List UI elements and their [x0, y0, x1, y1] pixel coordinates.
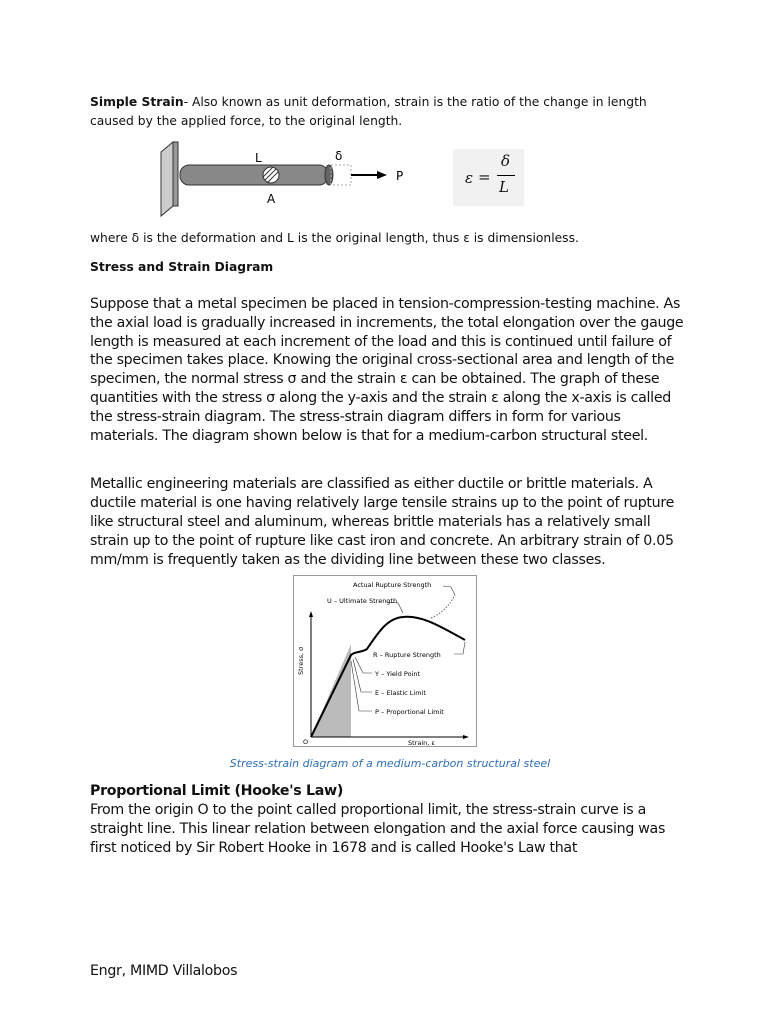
stress-strain-paragraph-2: Metallic engineering materials are classified as either ductile or brittle materials. A ductile material is one having relatively large tensile strains up to the point of rupture like structural steel and aluminum, whereas brittle materials has a relatively small strain up to the point of rupture like cast iron and concrete. An arbitrary strain of 0.05 mm/mm is frequently taken as the dividing line between these two classes. — [90, 476, 674, 568]
label-yield: Y – Yield Point — [375, 670, 421, 679]
label-area: A — [267, 192, 276, 206]
stress-strain-heading: Stress and Strain Diagram — [90, 260, 274, 274]
label-proportional: P – Proportional Limit — [375, 708, 444, 717]
label-deformation: δ — [335, 149, 343, 163]
proportional-limit-text: From the origin O to the point called proportional limit, the stress-strain curve is a straight line. This linear relation between elongation and the axial force causing was first noticed by Sir Robert Hooke in 1678 and is called Hooke's Law that — [90, 802, 666, 856]
formula-numerator: δ — [501, 152, 511, 170]
x-axis-label: Strain, ε — [408, 739, 435, 748]
strain-formula — [453, 149, 524, 206]
footer-author: Engr, MIMD Villalobos — [90, 963, 238, 979]
simple-strain-term: Simple Strain — [90, 95, 184, 109]
formula-epsilon: ε — [465, 169, 474, 187]
proportional-limit-heading: Proportional Limit (Hooke's Law) — [90, 783, 344, 800]
y-axis-label: Stress, σ — [297, 647, 305, 676]
simple-strain-paragraph — [90, 93, 680, 131]
label-length: L — [255, 151, 262, 165]
figure-caption: Stress-strain diagram of a medium-carbon structural steel — [229, 757, 551, 771]
label-origin: O — [303, 738, 309, 747]
main-flow — [90, 295, 690, 858]
diagram-container — [90, 575, 690, 747]
label-ultimate: U – Ultimate Strength — [327, 597, 398, 606]
simple-strain-definition: - Also known as unit deformation, strain is the ratio of the change in length caused by the applied force, to the original length. — [90, 95, 647, 128]
label-rupture: R – Rupture Strength — [373, 651, 441, 660]
formula-denominator: L — [499, 178, 509, 196]
fraction-bar — [497, 175, 515, 176]
strain-note: where δ is the deformation and L is the original length, thus ε is dimensionless. — [90, 231, 579, 245]
label-force: P — [396, 169, 404, 183]
bar-deformation-figure — [155, 138, 410, 218]
stress-strain-paragraph-1: Suppose that a metal specimen be placed in tension-compression-testing machine. As the axial load is gradually increased in increments, the total elongation over the gauge length is measured at each increment of the load and this is continued until failure of the specimen takes place. Knowing the original cross-sectional area and length of the specimen, the normal stress σ and the strain ε can be obtained. The graph of these quantities with the stress σ along the y-axis and the strain ε along the x-axis is called the stress-strain diagram. The stress-strain diagram differs in form for various materials. The diagram shown below is that for a medium-carbon structural steel. — [90, 296, 684, 444]
stress-strain-diagram — [293, 575, 477, 747]
label-elastic: E – Elastic Limit — [375, 689, 426, 698]
formula-equals: = — [478, 168, 491, 186]
label-actual-rupture: Actual Rupture Strength — [353, 581, 432, 590]
